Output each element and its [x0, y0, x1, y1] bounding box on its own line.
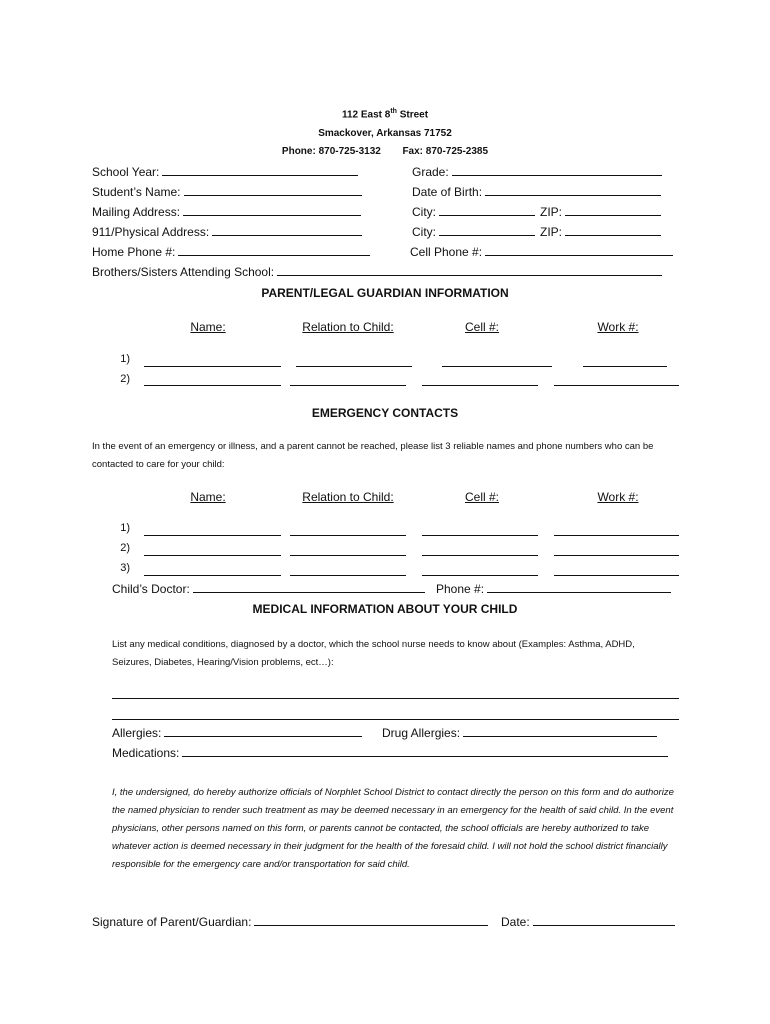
emergency-intro: In the event of an emergency or illness, and a parent cannot be reached, please list 3 reliable names and phone numbers who can be contacted to care for your child: [92, 441, 654, 470]
city-state-zip: Smackover, Arkansas 71752 [318, 128, 452, 139]
emergency-1-relation-line[interactable] [290, 535, 406, 536]
allergies-field[interactable] [112, 725, 362, 740]
drug-allergies-field[interactable] [382, 725, 657, 740]
school-fax: Fax: 870-725-2385 [402, 146, 489, 157]
grade-label: Grade: [412, 165, 449, 179]
doctor-phone-label: Phone #: [436, 582, 485, 596]
student-name-line[interactable] [184, 184, 362, 196]
signature-field[interactable] [92, 914, 488, 929]
medications-label: Medications: [112, 746, 180, 760]
emergency-col-relation: Relation to Child: [302, 490, 394, 504]
physical-city-field[interactable] [412, 224, 535, 239]
mailing-zip-line[interactable] [565, 204, 661, 216]
mailing-address-label: Mailing Address: [92, 205, 181, 219]
parent-row-1-number: 1) [120, 353, 130, 365]
medical-conditions-line-1[interactable] [112, 698, 679, 699]
parent-1-name-line[interactable] [144, 366, 281, 367]
parent-2-name-line[interactable] [144, 385, 281, 386]
address-prefix: 112 East 8 [341, 109, 391, 121]
emergency-col-name: Name: [190, 490, 226, 504]
siblings-field[interactable] [92, 264, 662, 279]
parent-col-relation: Relation to Child: [302, 320, 394, 334]
emergency-2-name-line[interactable] [144, 555, 281, 556]
cell-phone-field[interactable] [410, 244, 673, 259]
school-year-field[interactable] [92, 164, 358, 179]
school-year-line[interactable] [162, 164, 358, 176]
emergency-section-title: EMERGENCY CONTACTS [311, 406, 459, 420]
emergency-row-2-number: 2) [120, 542, 130, 554]
home-phone-field[interactable] [92, 244, 370, 259]
signature-line[interactable] [254, 914, 488, 926]
drug-allergies-line[interactable] [463, 725, 657, 737]
emergency-1-name-line[interactable] [144, 535, 281, 536]
emergency-3-name-line[interactable] [144, 575, 281, 576]
parent-2-work-line[interactable] [554, 385, 679, 386]
physical-address-line[interactable] [212, 224, 362, 236]
drug-allergies-label: Drug Allergies: [382, 726, 461, 740]
doctor-line[interactable] [193, 581, 425, 593]
student-name-field[interactable] [92, 184, 362, 199]
physical-city-line[interactable] [439, 224, 535, 236]
emergency-1-cell-line[interactable] [422, 535, 538, 536]
cell-phone-line[interactable] [485, 244, 673, 256]
emergency-3-cell-line[interactable] [422, 575, 538, 576]
medications-field[interactable] [112, 745, 668, 760]
physical-zip-field[interactable] [540, 224, 661, 239]
medical-intro: List any medical conditions, diagnosed by a doctor, which the school nurse needs to know about (Examples: Asthma, ADHD, Seizures, Diabetes, Hearing/Vision problems, ect…): [112, 639, 635, 668]
emergency-1-work-line[interactable] [554, 535, 679, 536]
allergies-line[interactable] [164, 725, 362, 737]
parent-row-2-number: 2) [120, 373, 130, 385]
physical-address-field[interactable] [92, 224, 362, 239]
parent-section-title: PARENT/LEGAL GUARDIAN INFORMATION [261, 286, 509, 300]
parent-col-cell: Cell #: [464, 320, 499, 334]
cell-phone-label: Cell Phone #: [410, 245, 483, 259]
emergency-2-work-line[interactable] [554, 555, 679, 556]
parent-1-cell-line[interactable] [442, 366, 552, 367]
signature-date-label: Date: [501, 915, 530, 929]
parent-2-cell-line[interactable] [422, 385, 538, 386]
address-suffix: Street [396, 109, 429, 121]
parent-1-relation-line[interactable] [296, 366, 412, 367]
signature-label: Signature of Parent/Guardian: [92, 915, 252, 929]
siblings-label: Brothers/Sisters Attending School: [92, 265, 275, 279]
mailing-city-line[interactable] [439, 204, 535, 216]
mailing-address-line[interactable] [183, 204, 361, 216]
medications-line[interactable] [182, 745, 668, 757]
emergency-3-relation-line[interactable] [290, 575, 406, 576]
parent-col-work: Work #: [597, 320, 639, 334]
mailing-zip-label: ZIP: [540, 205, 563, 219]
home-phone-label: Home Phone #: [92, 245, 176, 259]
medical-section-title: MEDICAL INFORMATION ABOUT YOUR CHILD [252, 602, 518, 616]
physical-address-label: 911/Physical Address: [92, 225, 210, 239]
parent-1-work-line[interactable] [583, 366, 667, 367]
school-address [0, 108, 770, 120]
doctor-field[interactable] [112, 581, 425, 596]
emergency-2-relation-line[interactable] [290, 555, 406, 556]
physical-zip-label: ZIP: [540, 225, 563, 239]
doctor-phone-line[interactable] [487, 581, 671, 593]
emergency-row-3-number: 3) [120, 562, 130, 574]
allergies-label: Allergies: [112, 726, 162, 740]
school-phone: Phone: 870-725-3132 [281, 146, 381, 157]
parent-2-relation-line[interactable] [290, 385, 406, 386]
address-superscript: th [390, 108, 397, 115]
home-phone-line[interactable] [178, 244, 370, 256]
grade-line[interactable] [452, 164, 662, 176]
physical-zip-line[interactable] [565, 224, 661, 236]
doctor-label: Child’s Doctor: [112, 582, 190, 596]
emergency-col-cell: Cell #: [464, 490, 499, 504]
student-name-label: Student’s Name: [92, 185, 181, 199]
medical-conditions-line-2[interactable] [112, 719, 679, 720]
contact-line [0, 146, 770, 157]
emergency-row-1-number: 1) [120, 522, 130, 534]
doctor-phone-field[interactable] [436, 581, 671, 596]
authorization-statement: I, the undersigned, do hereby authorize officials of Norphlet School District to contact directly the person on this form and do authorize the named physician to render such treatment as may be deemed necessary in an emergency for the health of said child. In the event physicians, other persons named on this form, or parents cannot be contacted, the school officials are hereby authorized to take whatever action is deemed necessary in their judgment for the health of the foresaid child. I will not hold the school district financially responsible for the emergency care and/or transportation for said child. [112, 787, 674, 870]
school-year-label: School Year: [92, 165, 160, 179]
signature-date-line[interactable] [533, 914, 675, 926]
signature-date-field[interactable] [501, 914, 675, 929]
parent-col-name: Name: [190, 320, 226, 334]
mailing-address-field[interactable] [92, 204, 361, 219]
siblings-line[interactable] [277, 264, 662, 276]
mailing-zip-field[interactable] [540, 204, 661, 219]
grade-field[interactable] [412, 164, 662, 179]
emergency-col-work: Work #: [597, 490, 639, 504]
mailing-city-label: City: [412, 205, 436, 219]
dob-label: Date of Birth: [412, 185, 483, 199]
emergency-2-cell-line[interactable] [422, 555, 538, 556]
emergency-3-work-line[interactable] [554, 575, 679, 576]
dob-line[interactable] [485, 184, 661, 196]
physical-city-label: City: [412, 225, 436, 239]
dob-field[interactable] [412, 184, 661, 199]
mailing-city-field[interactable] [412, 204, 535, 219]
